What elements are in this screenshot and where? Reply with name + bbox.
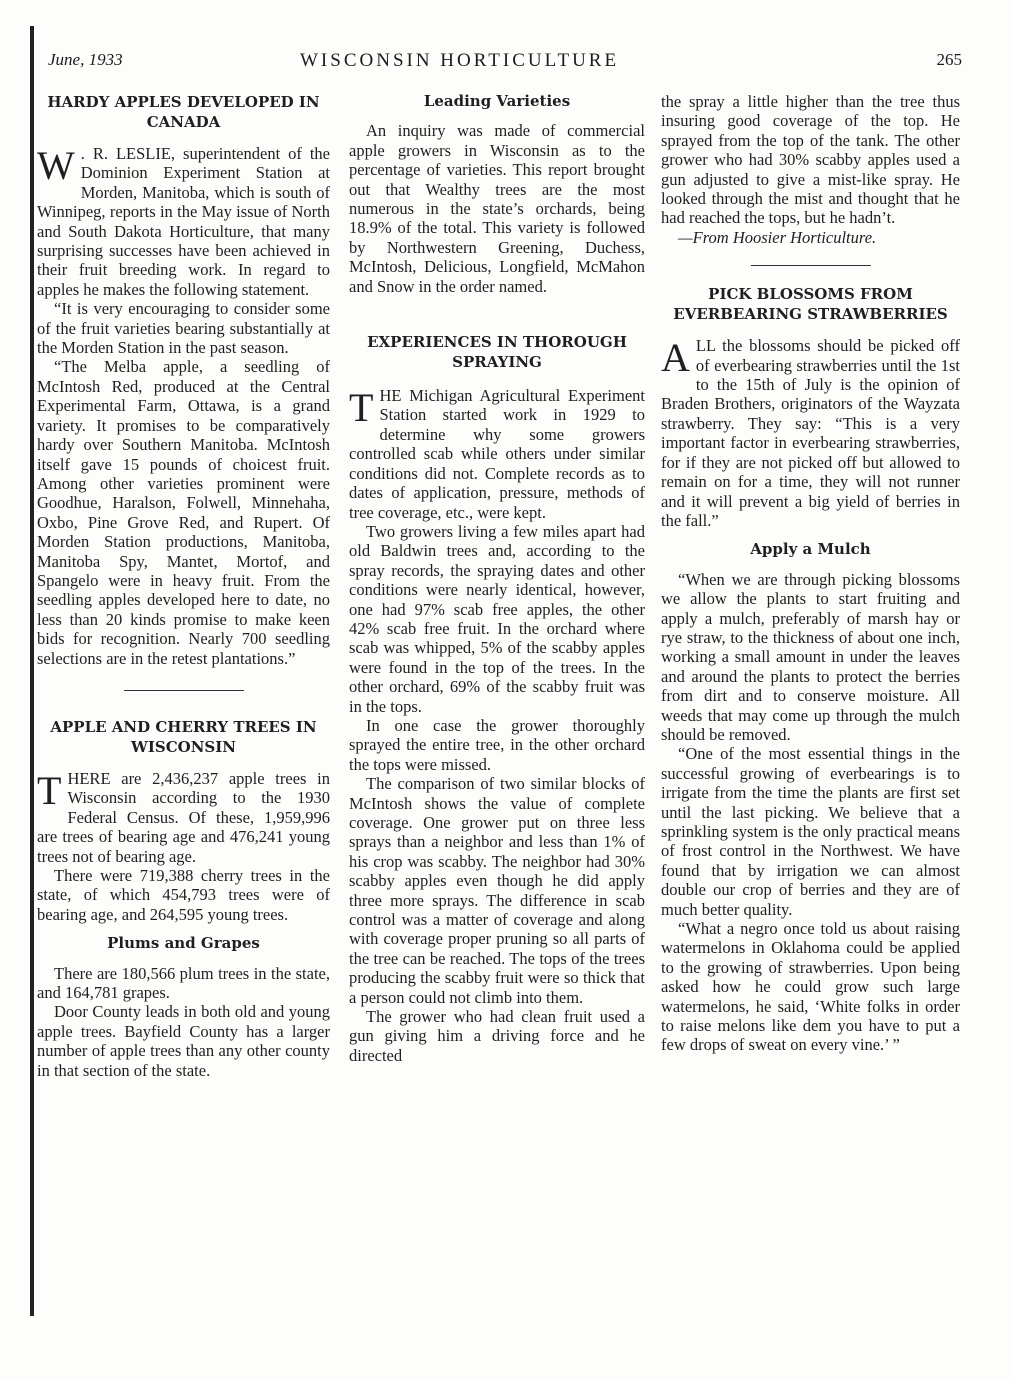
article-title-thorough-spraying: EXPERIENCES IN THOROUGH SPRAYING [367,333,627,372]
subheading-apply-mulch: Apply a Mulch [750,540,871,559]
article-paragraph: “It is very encouraging to consider some of the fruit varieties bearing substantially at the Morden Station in the past season. [37,299,330,358]
page-number: 265 [936,50,962,69]
issue-date: June, 1933 [48,50,123,69]
running-header [48,50,962,74]
article-title-pick-blossoms: PICK BLOSSOMS FROM EVERBEARING STRAWBERRIES [673,285,948,324]
drop-cap: W [37,143,75,188]
binding-edge [30,26,34,1316]
drop-cap: T [349,385,374,431]
article-paragraph: W . R. LESLIE, superintendent of the Dominion Experiment Station at Morden, Manitoba, which is south of Winnipeg, reports in the May issue of North and South Dakota Horticulture, that many surprising successes have been achieved in their fruit breeding work. In regard to apples he makes the following statement. [37,143,330,299]
source-credit: —From Hoosier Horticulture. [678,227,877,247]
article-paragraph: In one case the grower thoroughly sprayed the entire tree, in the other orchard the tops were missed. [349,715,645,774]
article-paragraph: There are 180,566 plum trees in the state, and 164,781 grapes. [37,963,330,1003]
drop-cap: T [37,767,62,813]
article-paragraph: ALL the blossoms should be picked off of everbearing strawberries until the 1st to the 15th of July is the opinion of Braden Brothers, originators of the Wayzata strawberry. They say: “This is a very important factor in everbearing strawberries, for if they are not picked off but allowed to remain on for a time, they will not runner and it will prevent a big yield of berries in the fall.” [661,335,960,530]
article-paragraph: THERE are 2,436,237 apple trees in Wisconsin according to the 1930 Federal Census. Of these, 1,959,996 are trees of bearing age and 476,241 young trees not of bearing age. [37,767,330,866]
article-paragraph: “One of the most essential things in the successful growing of everbearings is to irrigate from the time the plants are first set until the last picking. We believe that a sprinkling system is the only practical means of frost control in the Northwest. We have found that by irrigation we can almost double our crop of berries and they are of much better quality. [661,744,960,919]
article-paragraph: Two growers living a few miles apart had old Baldwin trees and, according to the spray records, the spraying dates and other conditions were nearly identical, however, one had 97% scab free apples, the other 42% scab free fruit. In the orchard where scab was whipped, 5% of the scabby apples were found in the top of the trees. In the other orchard, 69% of the scabby fruit was in the tops. [349,521,645,716]
article-paragraph: “What a negro once told us about raising watermelons in Oklahoma could be applied to the growing of strawberries. Upon being asked how he could grow such large watermelons, he said, ‘White folks in order to raise melons like dem you have to put a few drops of sweat on every vine.’ ” [661,919,960,1055]
article-paragraph: There were 719,388 cherry trees in the state, of which 454,793 trees were of bearing age, and 264,595 young trees. [37,866,330,924]
column-left [37,92,330,1080]
section-divider [751,265,871,266]
article-paragraph: THE Michigan Agricultural Experiment Station started work in 1929 to determine why some growers controlled scab while others under similar conditions did not. Complete records as to dates of application, pressure, methods of tree coverage, etc., were kept. [349,385,645,522]
article-paragraph: An inquiry was made of commercial apple growers in Wisconsin as to the percentage of varieties. This report brought out that Wealthy trees are the most numerous in the state’s orchards, being 18.9% of the total. This variety is followed by Northwestern Greening, Duchess, McIntosh, Delicious, Longfield, McMahon and Snow in the order named. [349,121,645,296]
publication-title: WISCONSIN HORTICULTURE [300,50,620,71]
article-paragraph: the spray a little higher than the tree thus insuring good coverage of the top. He sprayed from the top of the tank. The other grower who had 30% scabby apples used a gun adjusted to give a mist-like spray. He looked through the mist and thought that he had reached the tops, but he hadn’t. [661,92,960,228]
section-divider [124,690,244,691]
article-paragraph: The grower who had clean fruit used a gun giving him a driving force and he directed [349,1007,645,1065]
article-paragraph: “The Melba apple, a seedling of McIntosh Red, produced at the Central Experimental Farm, Ottawa, is a grand variety. It promises to be comparatively hardy over Southern Manitoba. McIntosh itself gave 15 pounds of choicest fruit. Among other varieties prominent were Goodhue, Haralson, Folwell, Minnehaha, Oxbo, Pine Grove Red, and Rupert. Of Morden Station productions, Manitoba, Manitoba Spy, Mantet, Mortof, and Spangelo were in heavy fruit. From the seedling apples developed here to date, no less than 20 kinds promise to make keen bids for recognition. Nearly 700 seedling selections are in the retest plantations.” [37,357,330,668]
article-paragraph: Door County leads in both old and young apple trees. Bayfield County has a larger number of apple trees than any other county in that section of the state. [37,1002,330,1080]
article-title-apple-cherry: APPLE AND CHERRY TREES IN WISCONSIN [50,717,317,756]
column-middle [349,92,645,1065]
article-paragraph: The comparison of two similar blocks of McIntosh shows the value of complete coverage. One grower put on three less sprays than a neighbor and less than 1% of his crop was scabby. The neighbor had 30% scabby apples even though he did apply three more sprays. The difference in scab control was a matter of coverage and along with coverage proper pruning so all parts of the tree can be reached. The tops of the trees producing the scabby fruit were so thick that a person could not climb into them. [349,774,645,1007]
article-title-hardy-apples: HARDY APPLES DEVELOPED IN CANADA [47,93,320,131]
article-paragraph: “When we are through picking blossoms we allow the plants to start fruiting and apply a mulch, preferably of marsh hay or rye straw, to the thickness of about one inch, working a small amount in under the leaves and around the plants to protect the berries from dirt and to conserve moisture. All weeds that may come up through the mulch should be removed. [661,569,960,744]
drop-cap: A [661,335,690,381]
column-right [661,92,960,1055]
subheading-plums-grapes: Plums and Grapes [107,934,260,953]
subheading-leading-varieties: Leading Varieties [423,92,571,110]
